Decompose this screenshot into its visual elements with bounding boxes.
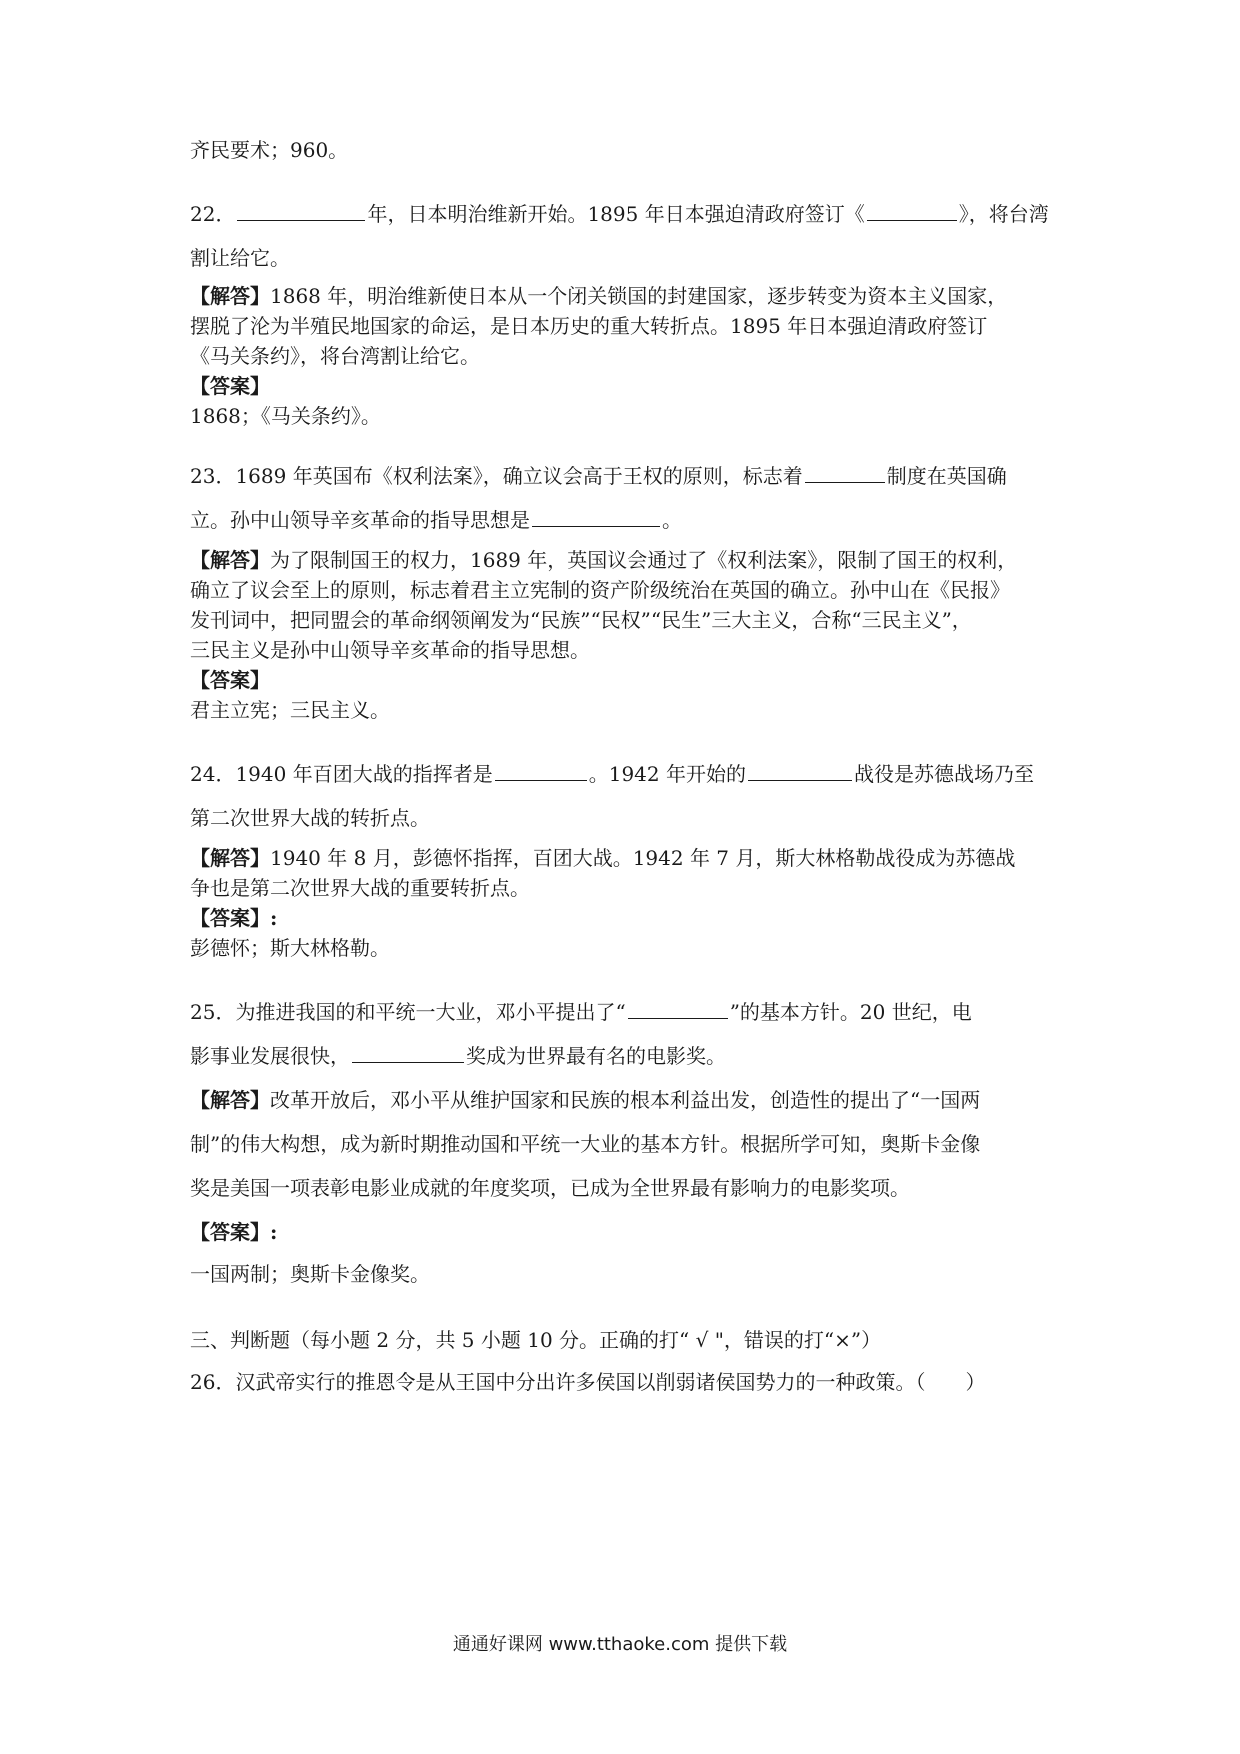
q24-stem-line-1: 24．1940 年百团大战的指挥者是 。1942 年开始的 战役是苏德战场乃至 (190, 762, 1034, 786)
q26-stem: 26．汉武帝实行的推恩令是从王国中分出许多侯国以削弱诸侯国势力的一种政策。（ ） (190, 1370, 986, 1394)
q23-stem-line-2: 立。孙中山领导辛亥革命的指导思想是 。 (190, 508, 682, 532)
q24-stem-line-2: 第二次世界大战的转折点。 (190, 806, 430, 830)
q22-number: 22． (190, 202, 236, 226)
q25-number: 25． (190, 1000, 236, 1024)
q25-stem-line-2: 影事业发展很快， 奖成为世界最有名的电影奖。 (190, 1044, 726, 1068)
q22-blank-1 (237, 200, 365, 221)
page-footer: 通通好课网 www.tthaoke.com 提供下载 (452, 1634, 788, 1655)
q24-answer: 彭德怀；斯大林格勒。 (190, 936, 390, 960)
q22-stem-line-1 (190, 200, 1060, 228)
q23-number: 23． (190, 464, 236, 488)
q23-analysis-line-2: 确立了议会至上的原则，标志着君主立宪制的资产阶级统治在英国的确立。孙中山在《民报》 (190, 578, 1010, 602)
q23-blank-1 (805, 462, 885, 483)
section-3-heading: 三、判断题（每小题 2 分，共 5 小题 10 分。正确的打“ √ "，错误的打“×”） (190, 1328, 882, 1352)
q24-answer-label: 【答案】: (190, 906, 278, 930)
q22-analysis-line-1: 【解答】1868 年，明治维新使日本从一个闭关锁国的封建国家，逐步转变为资本主义国家， (190, 284, 1008, 308)
q23-analysis-label: 【解答】 (190, 548, 270, 572)
q22-analysis-label: 【解答】 (190, 284, 270, 308)
q24-analysis-label: 【解答】 (190, 846, 270, 870)
q25-analysis-line-1: 【解答】改革开放后，邓小平从维护国家和民族的根本利益出发，创造性的提出了“一国两 (190, 1088, 981, 1112)
q23-answer-label: 【答案】 (190, 668, 270, 692)
q22-stem-line-2: 割让给它。 (190, 246, 290, 270)
q23-analysis-line-1: 【解答】为了限制国王的权力，1689 年，英国议会通过了《权利法案》，限制了国王的权利， (190, 548, 1018, 572)
q25-analysis-line-2: 制”的伟大构想，成为新时期推动国和平统一大业的基本方针。根据所学可知，奥斯卡金像 (190, 1132, 981, 1156)
q23-blank-2 (532, 506, 660, 527)
q22-analysis-line-3: 《马关条约》，将台湾割让给它。 (190, 344, 480, 368)
q25-answer-label: 【答案】: (190, 1220, 278, 1244)
q23-stem-line-1: 23．1689 年英国布《权利法案》，确立议会高于王权的原则，标志着 制度在英国确 (190, 464, 1007, 488)
q24-analysis-line-1: 【解答】1940 年 8 月，彭德怀指挥，百团大战。1942 年 7 月，斯大林格勒战役成为苏德战 (190, 846, 1016, 870)
q22-analysis-line-2: 摆脱了沦为半殖民地国家的命运，是日本历史的重大转折点。1895 年日本强迫清政府签订 (190, 314, 988, 338)
q24-blank-1 (495, 760, 587, 781)
q22-answer: 1868；《马关条约》。 (190, 404, 381, 428)
q25-blank-2 (352, 1042, 464, 1063)
q24-number: 24． (190, 762, 236, 786)
q26-number: 26． (190, 1370, 236, 1394)
q23-answer: 君主立宪；三民主义。 (190, 698, 390, 722)
q25-stem-line-1: 25．为推进我国的和平统一大业，邓小平提出了“ ”的基本方针。20 世纪，电 (190, 1000, 972, 1024)
q25-analysis-line-3: 奖是美国一项表彰电影业成就的年度奖项，已成为全世界最有影响力的电影奖项。 (190, 1176, 910, 1200)
q22-stem-text-1: 年，日本明治维新开始。1895 年日本强迫清政府签订《 (367, 202, 865, 226)
q23-analysis-line-4: 三民主义是孙中山领导辛亥革命的指导思想。 (190, 638, 590, 662)
q21-answer: 齐民要术；960。 (190, 138, 349, 162)
q24-analysis-line-2: 争也是第二次世界大战的重要转折点。 (190, 876, 530, 900)
q24-blank-2 (748, 760, 852, 781)
q25-answer: 一国两制；奥斯卡金像奖。 (190, 1262, 430, 1286)
q25-blank-1 (628, 998, 728, 1019)
q25-analysis-label: 【解答】 (190, 1088, 270, 1112)
q22-answer-label: 【答案】 (190, 374, 270, 398)
q22-blank-2 (867, 200, 957, 221)
q23-analysis-line-3: 发刊词中，把同盟会的革命纲领阐发为“民族”“民权”“民生”三大主义，合称“三民主义”， (190, 608, 972, 632)
q22-stem-text-2: 》，将台湾 (958, 202, 1049, 226)
